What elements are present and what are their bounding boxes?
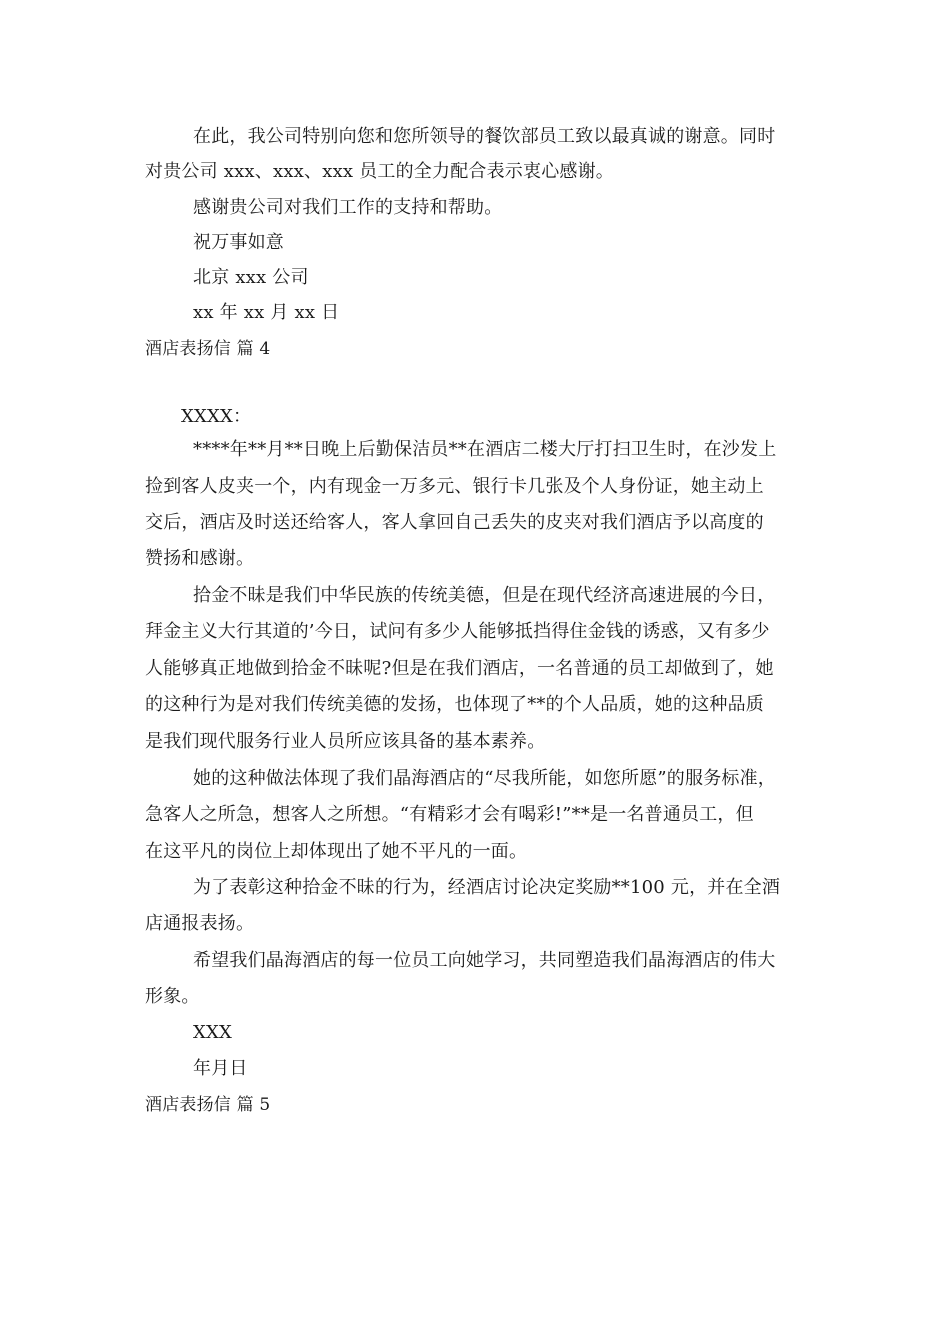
paragraph-line: 赞扬和感谢。 (145, 548, 255, 569)
paragraph-line: 形象。 (145, 986, 200, 1007)
paragraph-line: 在这平凡的岗位上却体现出了她不平凡的一面。 (145, 841, 528, 862)
paragraph-line: 人能够真正地做到拾金不昧呢?但是在我们酒店，一名普通的员工却做到了，她 (145, 658, 774, 679)
paragraph-line: 为了表彰这种拾金不昧的行为，经酒店讨论决定奖励**100 元，并在全酒 (193, 877, 781, 898)
paragraph-line: 拜金主义大行其道的’今日，试问有多少人能够抵挡得住金钱的诱惑，又有多少 (145, 621, 770, 642)
paragraph-line: 她的这种做法体现了我们晶海酒店的“尽我所能，如您所愿”的服务标准， (193, 768, 777, 789)
signature: 北京 xxx 公司 (193, 267, 309, 288)
paragraph-line: ****年**月**日晚上后勤保洁员**在酒店二楼大厅打扫卫生时，在沙发上 (193, 439, 777, 460)
paragraph-line: 对贵公司 xxx、xxx、xxx 员工的全力配合表示衷心感谢。 (145, 161, 615, 182)
paragraph-line: 感谢贵公司对我们工作的支持和帮助。 (193, 197, 503, 218)
signature: XXX (193, 1022, 233, 1043)
paragraph-line: 拾金不昧是我们中华民族的传统美德，但是在现代经济高速进展的今日， (193, 585, 776, 606)
section-heading: 酒店表扬信 篇 5 (145, 1095, 271, 1115)
paragraph-line: 的这种行为是对我们传统美德的发扬，也体现了**的个人品质，她的这种品质 (145, 694, 764, 715)
section-heading: 酒店表扬信 篇 4 (145, 339, 271, 359)
paragraph-line: 是我们现代服务行业人员所应该具备的基本素养。 (145, 731, 546, 752)
paragraph-line: 急客人之所急，想客人之所想。“有精彩才会有喝彩!”**是一名普通员工，但 (145, 804, 754, 825)
closing-wish: 祝万事如意 (193, 232, 284, 253)
salutation: XXXX： (181, 406, 252, 427)
paragraph-line: 店通报表扬。 (145, 913, 255, 934)
date: 年月日 (193, 1058, 248, 1079)
date: xx 年 xx 月 xx 日 (193, 302, 340, 323)
paragraph-line: 交后，酒店及时送还给客人，客人拿回自己丢失的皮夹对我们酒店予以高度的 (145, 512, 764, 533)
paragraph-line: 在此，我公司特别向您和您所领导的餐饮部员工致以最真诚的谢意。同时 (193, 126, 776, 147)
paragraph-line: 捡到客人皮夹一个，内有现金一万多元、银行卡几张及个人身份证，她主动上 (145, 476, 764, 497)
paragraph-line: 希望我们晶海酒店的每一位员工向她学习，共同塑造我们晶海酒店的伟大 (193, 950, 776, 971)
